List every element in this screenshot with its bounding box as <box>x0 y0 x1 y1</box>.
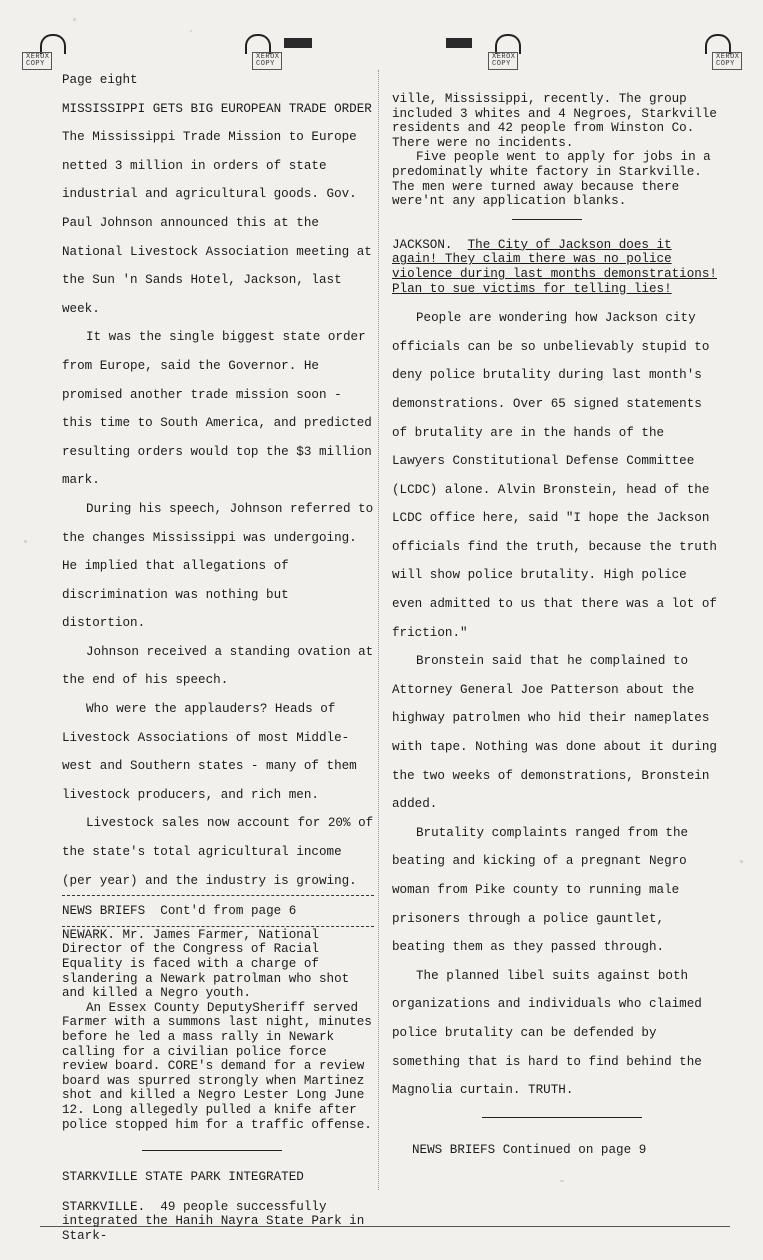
tab-mark <box>446 38 472 48</box>
jackson-headline-block <box>392 238 720 296</box>
binder-hole-right <box>705 34 731 54</box>
scan-speck <box>740 860 743 863</box>
jackson-paragraph: Bronstein said that he complained to Attorney General Joe Patterson about the highway patrolmen who hid their nameplates with tape. Nothing was done about it during the two weeks of demonstrations, Bronstein added. <box>392 654 717 812</box>
xerox-stamp: XEROX COPY <box>712 52 742 70</box>
newark-paragraph: An Essex County DeputySheriff served Farmer with a summons last night, minutes before he led a mass rally in Newark calling for a civilian police force review board. CORE's demand for a review board was spurred strongly when Martinez shot and killed a Negro Lester Long June 12. Long allegedly pulled a knife after police stopped him for a traffic offense. <box>62 1000 372 1132</box>
right-column <box>392 92 720 1164</box>
jackson-lead: JACKSON. <box>392 237 453 252</box>
page-label: Page eight <box>62 73 138 87</box>
binder-hole-left <box>40 34 66 54</box>
news-briefs-heading: NEWS BRIEFS <box>62 904 146 919</box>
jackson-paragraph: Brutality complaints ranged from the beating and kicking of a pregnant Negro woman from Pike county to running male prisoners through a police gauntlet, beating them as they passed through. <box>392 825 689 955</box>
left-column <box>62 66 374 1244</box>
binder-hole-center-right <box>495 34 521 54</box>
starkville-continued: Five people went to apply for jobs in a predominatly white factory in Starkville. The men were turned away because there were'nt any application blanks. <box>392 150 711 209</box>
newark-text: Mr. James Farmer, National Director of the Congress of Racial Equality is faced with a charge of slandering a Newark patrolman who shot and killed a Negro youth. <box>62 927 350 1001</box>
scan-speck <box>73 18 76 21</box>
news-briefs-continued: Cont'd from page 6 <box>160 904 297 919</box>
jackson-headline: The City of Jackson does it again! They claim there was no police violence during last months demonstrations! Plan to sue victims for telling lies! <box>392 237 717 296</box>
jackson-paragraph: The planned libel suits against both organizations and individuals who claimed police brutality can be defended by something that is hard to find behind the Magnolia curtain. TRUTH. <box>392 968 702 1098</box>
starkville-continued: ville, Mississippi, recently. The group included 3 whites and 4 Negroes, Starkville residents and 42 people from Winston Co. There were no incidents. <box>392 92 717 150</box>
scan-speck <box>560 1180 564 1182</box>
starkville-heading: STARKVILLE STATE PARK INTEGRATED <box>62 1170 304 1185</box>
news-briefs-heading-row <box>62 897 374 926</box>
trade-order-paragraph: During his speech, Johnson referred to the changes Mississippi was undergoing. He implied that allegations of discrimination was nothing but distortion. <box>62 501 374 631</box>
scan-speck <box>190 30 192 32</box>
trade-order-paragraph: Livestock sales now account for 20% of the state's total agricultural income (per year) and the industry is growing. <box>62 816 374 888</box>
xerox-stamp: XEROX COPY <box>22 52 52 70</box>
trade-order-headline: MISSISSIPPI GETS BIG EUROPEAN TRADE ORDER <box>62 101 372 116</box>
binder-hole-center <box>245 34 271 54</box>
starkville-text: 49 people successfully integrated the Hanih Nayra State Park in Stark- <box>62 1199 365 1243</box>
newark-lead: NEWARK. <box>62 927 115 942</box>
trade-order-paragraph: It was the single biggest state order from Europe, said the Governor. He promised another trade mission soon - this time to South America, and predicted resulting orders would top the $3 million mark. <box>62 330 372 488</box>
trade-order-paragraph: Who were the applauders? Heads of Livestock Associations of most Middle-west and Southern states - many of them livestock producers, and rich men. <box>62 702 357 802</box>
tab-mark <box>284 38 312 48</box>
trade-order-paragraph: Johnson received a standing ovation at the end of his speech. <box>62 644 374 688</box>
xerox-stamp: XEROX COPY <box>488 52 518 70</box>
trade-order-paragraph: The Mississippi Trade Mission to Europe netted 3 million in orders of state industrial and agricultural goods. Gov. Paul Johnson announced this at the National Livestock Association meeting at the Sun 'n Sands Hotel, Jackson, last week. <box>62 130 372 316</box>
starkville-paragraph <box>62 1200 374 1244</box>
xerox-stamp: XEROX COPY <box>252 52 282 70</box>
jackson-paragraph: People are wondering how Jackson city officials can be so unbelievably stupid to deny police brutality during last month's demonstrations. Over 65 signed statements of brutality are in the hands of the Lawyers Constitutional Defense Committee (LCDC) alone. Alvin Bronstein, head of the LCDC office here, said "I hope the Jackson officials find the truth, because the truth will show police brutality. High police even admitted to us that there was a lot of friction." <box>392 311 717 640</box>
starkville-lead: STARKVILLE. <box>62 1199 146 1214</box>
column-divider <box>378 70 379 1190</box>
newark-paragraph <box>62 928 374 1001</box>
scan-speck <box>24 540 27 543</box>
news-briefs-footer: NEWS BRIEFS Continued on page 9 <box>412 1142 647 1157</box>
